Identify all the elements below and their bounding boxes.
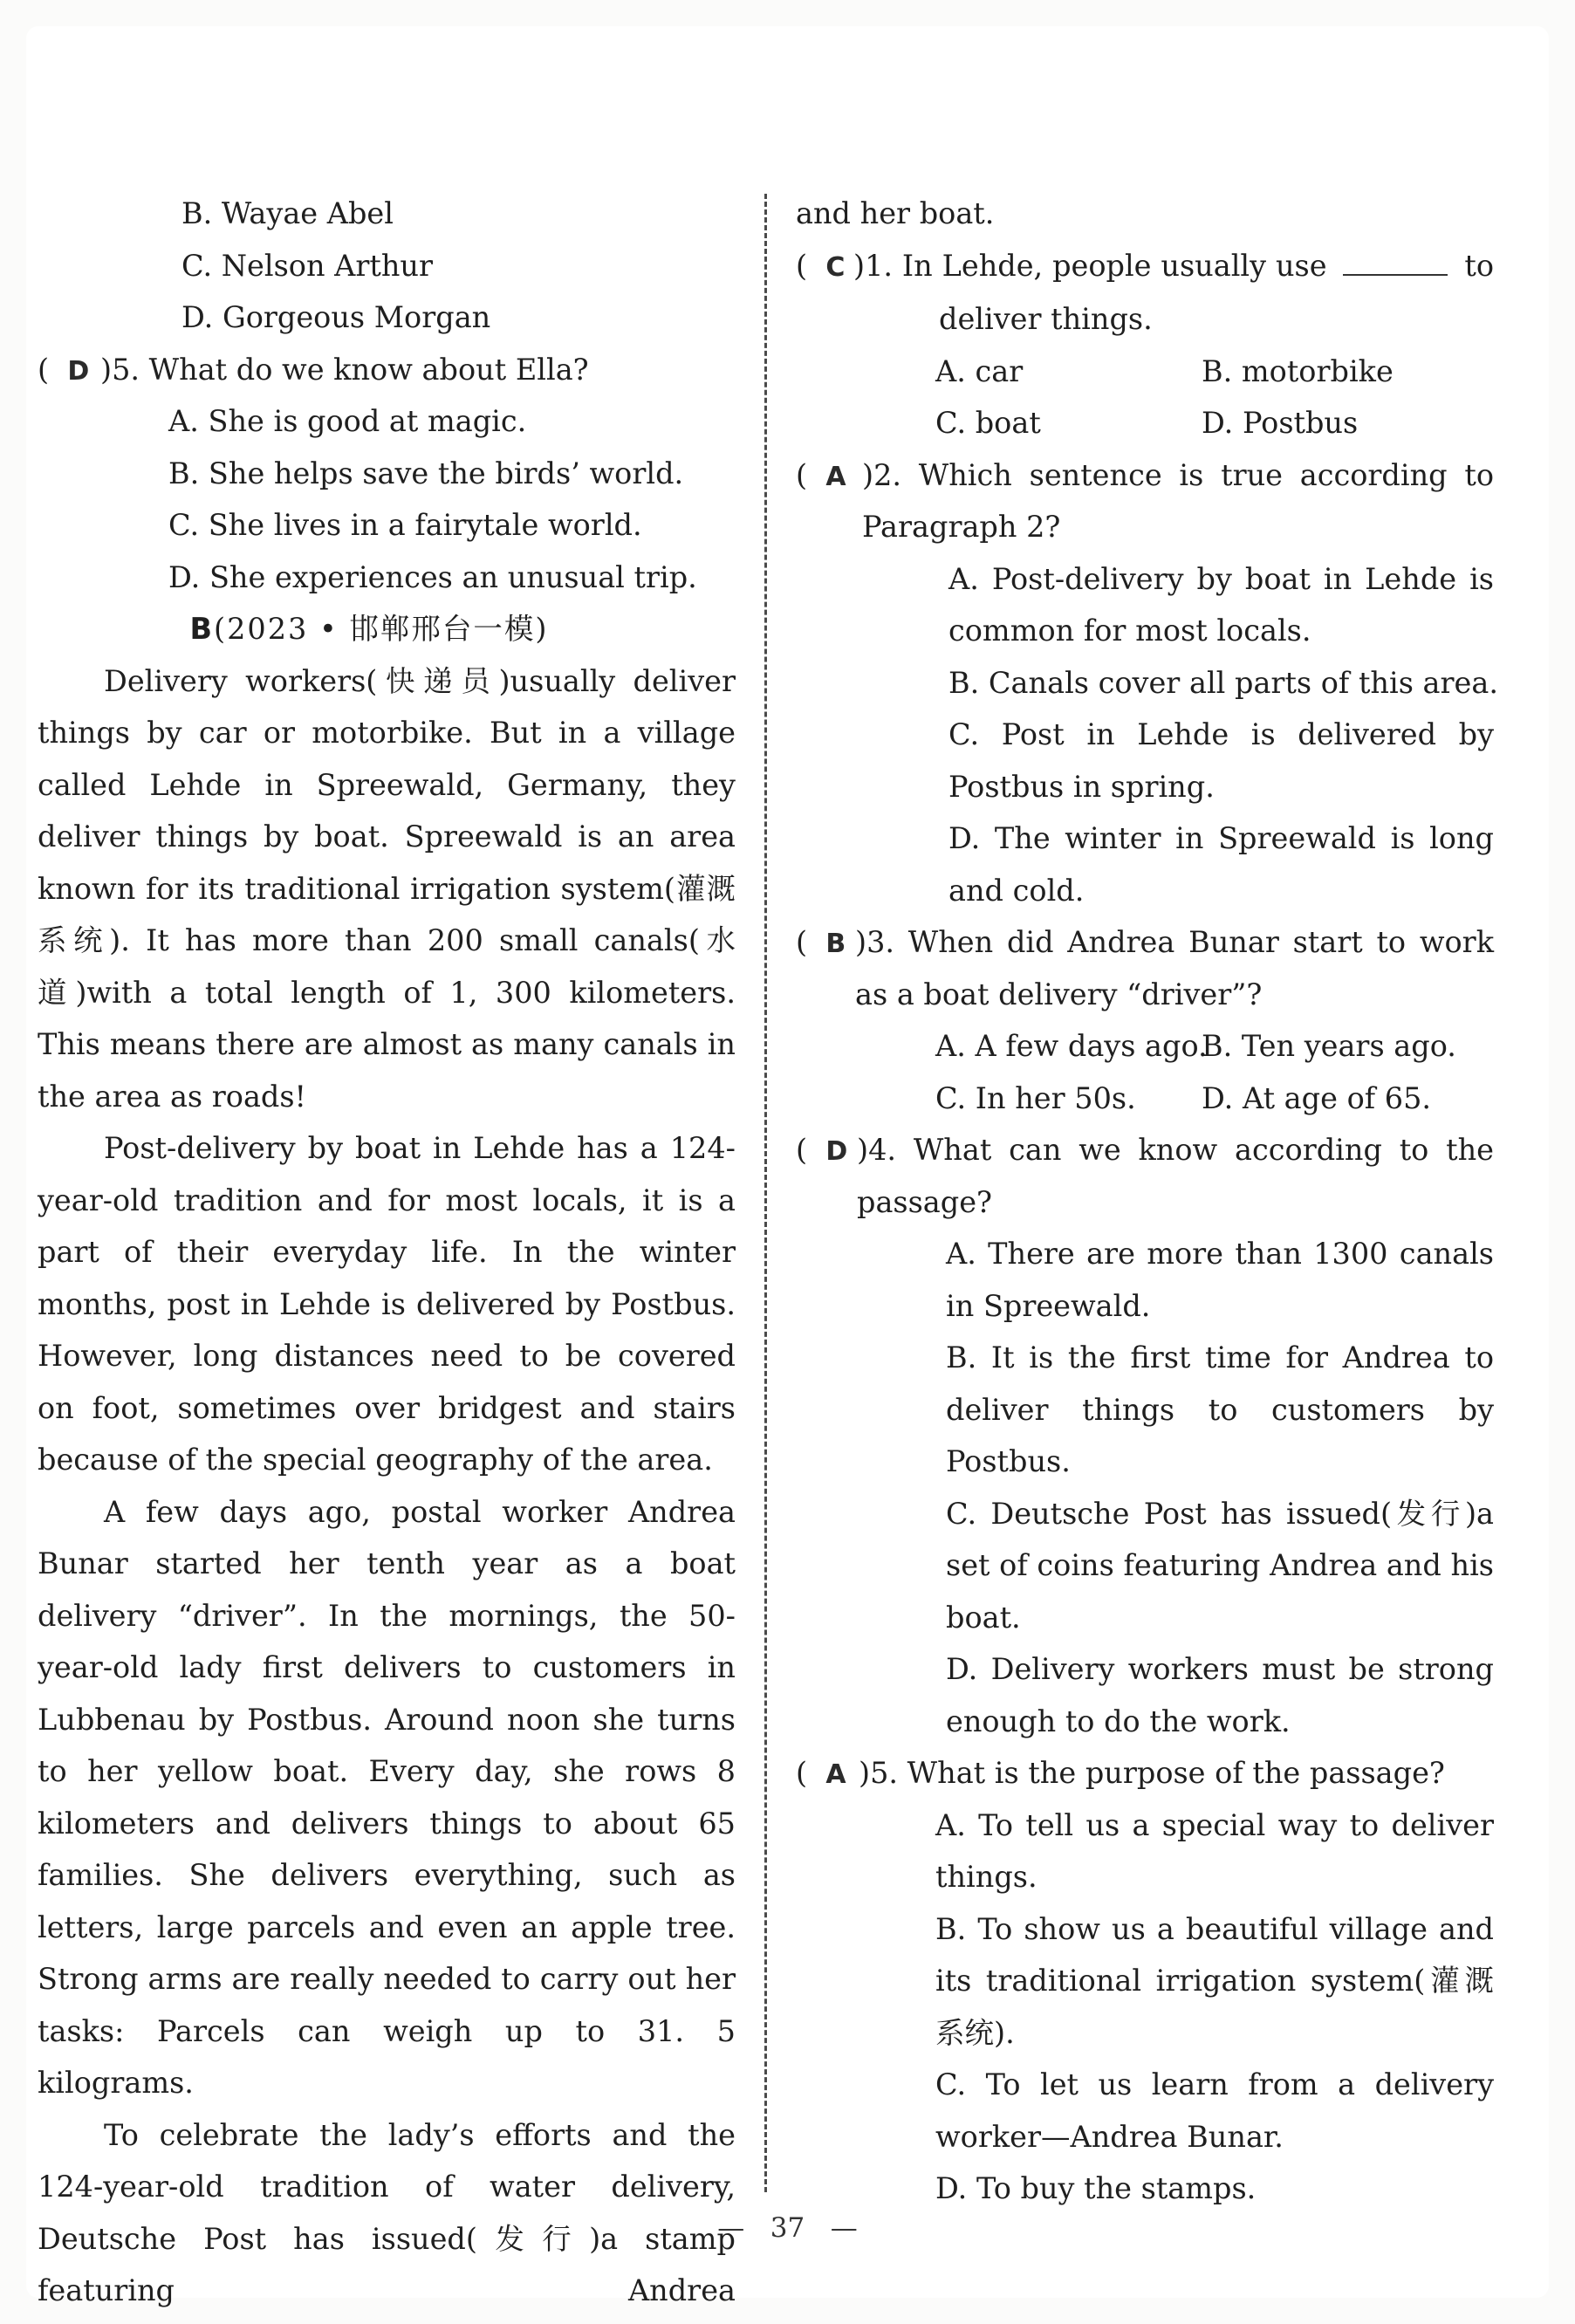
question-4 bbox=[796, 1124, 1494, 1228]
option: C. To let us learn from a delivery worker—Andrea Bunar. bbox=[935, 2067, 1494, 2154]
option: D. At age of 65. bbox=[1202, 1080, 1432, 1115]
option: D. Postbus bbox=[1202, 406, 1359, 440]
column-divider bbox=[764, 194, 767, 2192]
option: D. The winter in Spreewald is long and cold. bbox=[948, 821, 1494, 908]
option: A. car bbox=[935, 353, 1024, 388]
answer-blank bbox=[1343, 250, 1448, 276]
option: B. Canals cover all parts of this area. bbox=[948, 665, 1498, 700]
options-grid bbox=[796, 1020, 1494, 1124]
option: B. It is the first time for Andrea to deliver things to customers by Postbus. bbox=[946, 1340, 1494, 1478]
option: D. Delivery workers must be strong enough to do the work. bbox=[946, 1652, 1494, 1738]
section-label: B bbox=[189, 612, 215, 646]
passage-paragraph-4: To celebrate the lady’s efforts and the 124-year-old tradition of water delivery, Deutsche Post has issued(发行)a stamp featuring Andrea bbox=[38, 2117, 736, 2307]
section-heading bbox=[38, 603, 736, 655]
answer-letter: A bbox=[825, 461, 846, 492]
options-grid bbox=[796, 346, 1494, 449]
answer-letter: D bbox=[67, 355, 90, 387]
prev-option: D. Gorgeous Morgan bbox=[181, 300, 491, 334]
option: C. She lives in a fairytale world. bbox=[168, 508, 642, 542]
passage-paragraph-3: A few days ago, postal worker Andrea Bunar started her tenth year as a boat delivery “driver”. In the mornings, the 50-year-old lady first delivers to customers in Lubbenau by Postbus. Around noon she turns to her yellow boat. Every day, she rows 8 kilometers and delivers things to about 65 families. She delivers everything, such as letters, large parcels and even an apple tree. Strong arms are really needed to carry out her tasks: Parcels can weigh up to 31. 5 kilograms. bbox=[38, 1494, 736, 2100]
answer-bracket: ( C bbox=[796, 248, 846, 283]
prev-option: C. Nelson Arthur bbox=[181, 248, 434, 283]
option: C. Deutsche Post has issued(发行)a set of coins featuring Andrea and his boat. bbox=[946, 1496, 1494, 1635]
option: B. Ten years ago. bbox=[1202, 1029, 1456, 1063]
option: A. She is good at magic. bbox=[168, 404, 527, 438]
option: D. She experiences an unusual trip. bbox=[168, 559, 697, 594]
option: A. A few days ago. bbox=[935, 1029, 1208, 1063]
page-number: 37 bbox=[770, 2212, 805, 2244]
question-text-continued: deliver things. bbox=[939, 302, 1153, 336]
option: A. To tell us a special way to deliver things. bbox=[935, 1807, 1494, 1894]
question-text: )5. What do we know about Ella? bbox=[100, 352, 589, 387]
option: C. In her 50s. bbox=[935, 1080, 1136, 1115]
option: B. To show us a beautiful village and its traditional irrigation system(灌溉系统). bbox=[935, 1911, 1494, 2050]
prev-option: B. Wayae Abel bbox=[181, 196, 394, 230]
question-5-purpose bbox=[796, 1747, 1494, 1800]
answer-bracket: ( A bbox=[796, 1756, 846, 1790]
section-source: (2023 • 邯郸邢台一模) bbox=[214, 612, 549, 646]
question-text: )5. What is the purpose of the passage? bbox=[859, 1756, 1445, 1790]
answer-letter: D bbox=[825, 1136, 848, 1167]
option: C. Post in Lehde is delivered by Postbus in spring. bbox=[948, 717, 1494, 804]
answer-letter: A bbox=[825, 1759, 846, 1790]
option: B. She helps save the birds’ world. bbox=[168, 456, 684, 490]
answer-bracket: ( D bbox=[38, 352, 90, 387]
passage-continuation: and her boat. bbox=[796, 196, 995, 230]
answer-bracket: ( A bbox=[796, 457, 846, 492]
option: D. To buy the stamps. bbox=[935, 2171, 1257, 2205]
passage-paragraph-1: Delivery workers(快递员)usually deliver things by car or motorbike. But in a village called Lehde in Spreewald, Germany, they deliver things by boat. Spreewald is an area known for its traditional irrigation system(灌溉系统). It has more than 200 small canals(水道)with a total length of 1, 300 kilometers. This means there are almost as many canals in the area as roads! bbox=[38, 663, 736, 1114]
page-footer: — 37 — bbox=[717, 2212, 858, 2244]
question-5-ella bbox=[38, 344, 736, 396]
right-column bbox=[796, 188, 1498, 2215]
question-2 bbox=[796, 449, 1494, 553]
answer-bracket: ( B bbox=[796, 925, 846, 959]
option: A. There are more than 1300 canals in Spreewald. bbox=[946, 1237, 1494, 1323]
question-1 bbox=[796, 240, 1494, 294]
question-text: )2. Which sentence is true according to Paragraph 2? bbox=[862, 457, 1494, 544]
option: C. boat bbox=[935, 406, 1041, 440]
question-text: )4. What can we know according to the passage? bbox=[857, 1133, 1494, 1219]
answer-letter: C bbox=[825, 251, 846, 283]
answer-bracket: ( D bbox=[796, 1133, 848, 1167]
passage-paragraph-2: Post-delivery by boat in Lehde has a 124-year-old tradition and for most locals, it is a part of their everyday life. In the winter months, post in Lehde is delivered by Postbus. However, long distances need to be covered on foot, sometimes over bridgest and stairs because of the special geography of the area. bbox=[38, 1131, 736, 1477]
question-text: )1. In Lehde, people usually use to bbox=[853, 248, 1495, 283]
answer-letter: B bbox=[825, 929, 846, 959]
option: A. Post-delivery by boat in Lehde is common for most locals. bbox=[948, 561, 1494, 648]
left-column bbox=[38, 188, 736, 2317]
question-text: )3. When did Andrea Bunar start to work as a boat delivery “driver”? bbox=[855, 925, 1494, 1011]
option: B. motorbike bbox=[1202, 353, 1394, 388]
question-3 bbox=[796, 916, 1494, 1020]
